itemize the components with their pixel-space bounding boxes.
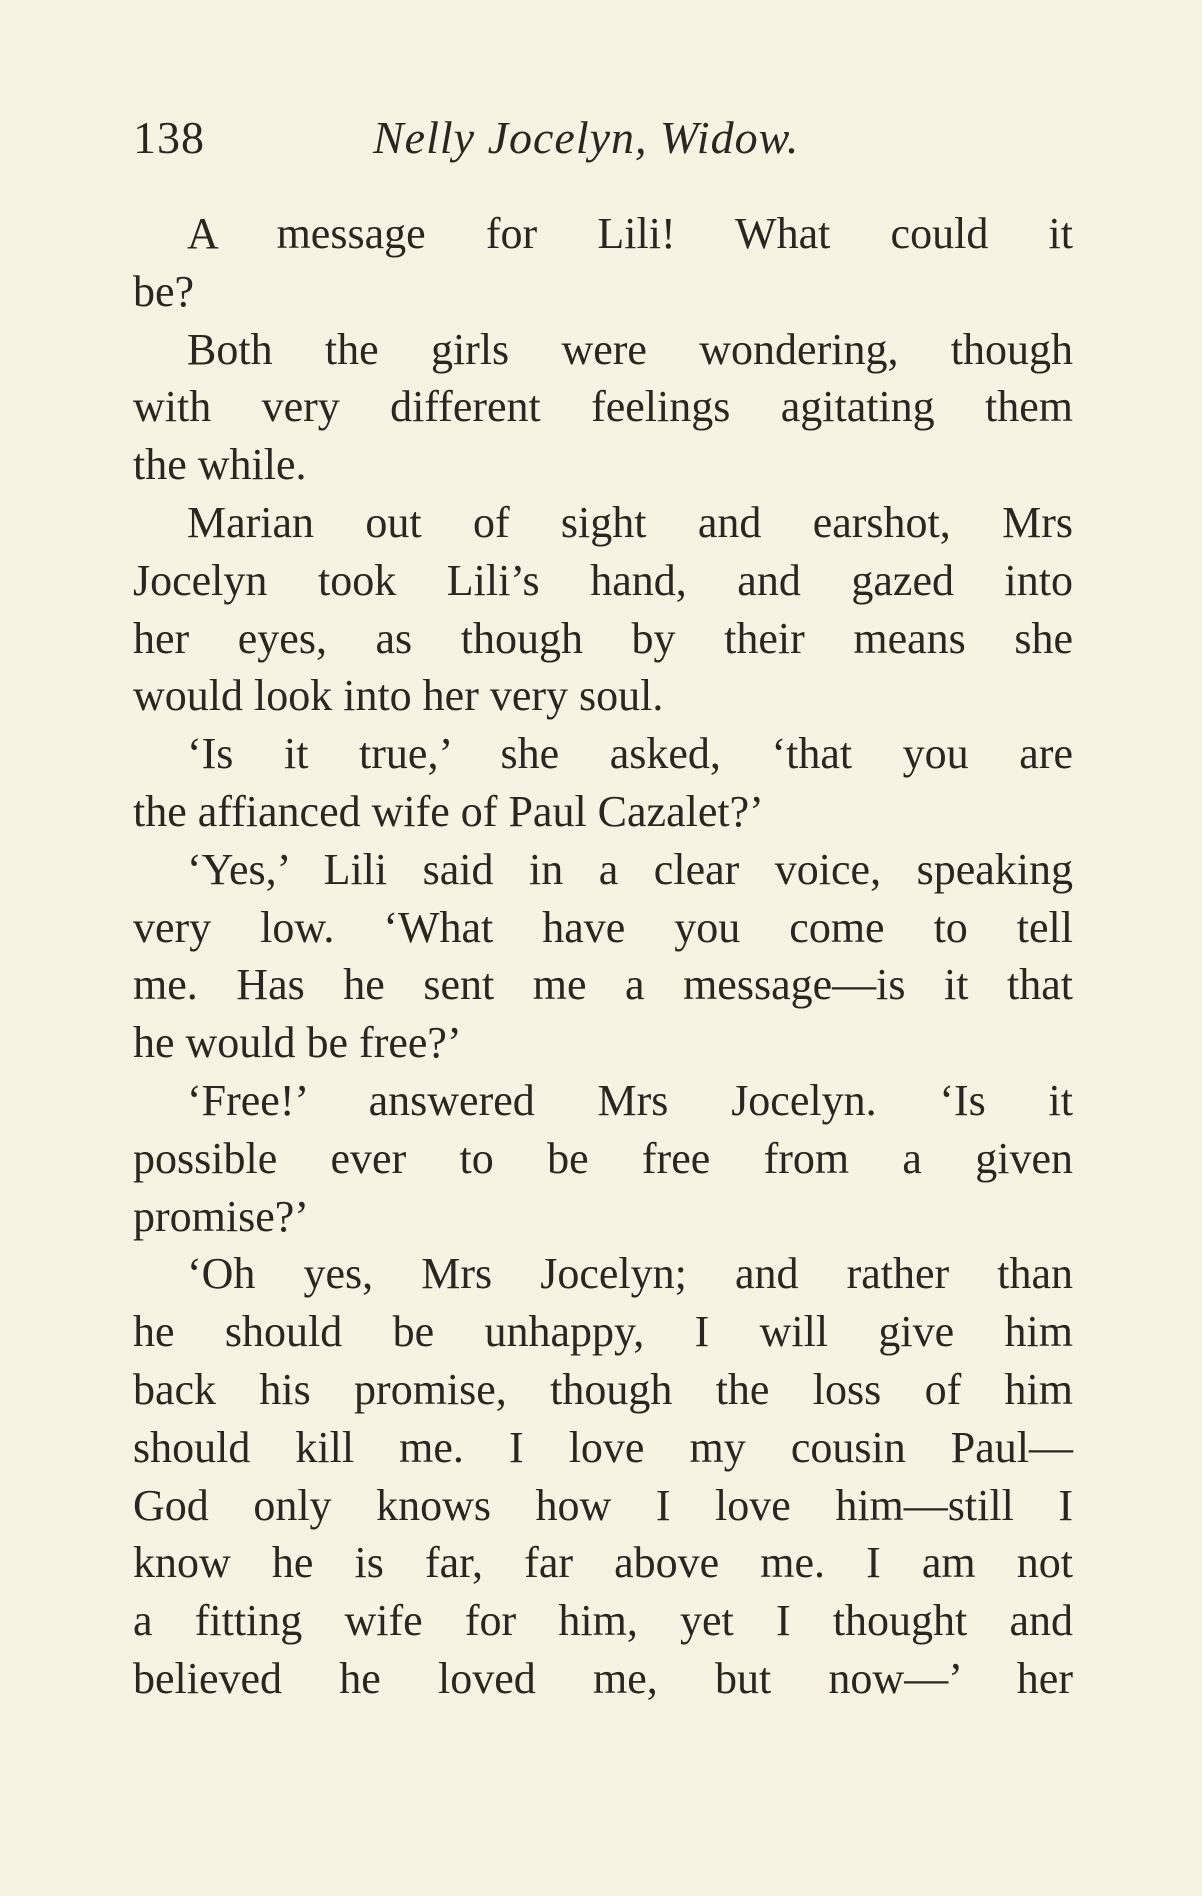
text-line: A message for Lili! What could it xyxy=(187,209,1073,258)
running-title: Nelly Jocelyn, Widow. xyxy=(373,112,800,163)
text-line: ‘Free!’ answered Mrs Jocelyn. ‘Is it xyxy=(187,1075,1073,1125)
text-line: would look into her very soul. xyxy=(133,671,664,721)
text-line: back his promise, though the loss of him xyxy=(133,1364,1073,1414)
text-line: know he is far, far above me. I am not xyxy=(133,1538,1073,1588)
text-line: her eyes, as though by their means she xyxy=(133,613,1073,663)
text-line: believed he loved me, but now—’ her xyxy=(133,1653,1073,1703)
page-number: 138 xyxy=(133,112,205,163)
text-line: very low. ‘What have you come to tell xyxy=(133,902,1073,952)
text-line: a fitting wife for him, yet I thought and xyxy=(133,1596,1073,1646)
text-line: he should be unhappy, I will give him xyxy=(133,1307,1073,1357)
text-line: Both the girls were wondering, though xyxy=(187,324,1073,374)
text-line: should kill me. I love my cousin Paul— xyxy=(133,1422,1073,1472)
text-line: the affianced wife of Paul Cazalet?’ xyxy=(133,786,764,836)
text-line: with very different feelings agitating them xyxy=(133,382,1073,432)
text-line: me. Has he sent me a message—is it that xyxy=(133,960,1073,1010)
text-line: be? xyxy=(133,266,195,316)
body-text xyxy=(133,205,1073,1708)
text-line: he would be free?’ xyxy=(133,1018,462,1068)
text-line: Jocelyn took Lili’s hand, and gazed into xyxy=(133,555,1073,605)
text-line: possible ever to be free from a given xyxy=(133,1133,1073,1183)
text-line: God only knows how I love him—still I xyxy=(133,1480,1073,1530)
text-line: ‘Oh yes, Mrs Jocelyn; and rather than xyxy=(187,1249,1073,1299)
text-line: ‘Is it true,’ she asked, ‘that you are xyxy=(187,729,1073,779)
text-line: Marian out of sight and earshot, Mrs xyxy=(187,497,1073,547)
text-line: the while. xyxy=(133,440,307,490)
text-line: promise?’ xyxy=(133,1191,309,1241)
text-line: ‘Yes,’ Lili said in a clear voice, speaking xyxy=(187,844,1073,894)
page-header xyxy=(133,108,873,168)
